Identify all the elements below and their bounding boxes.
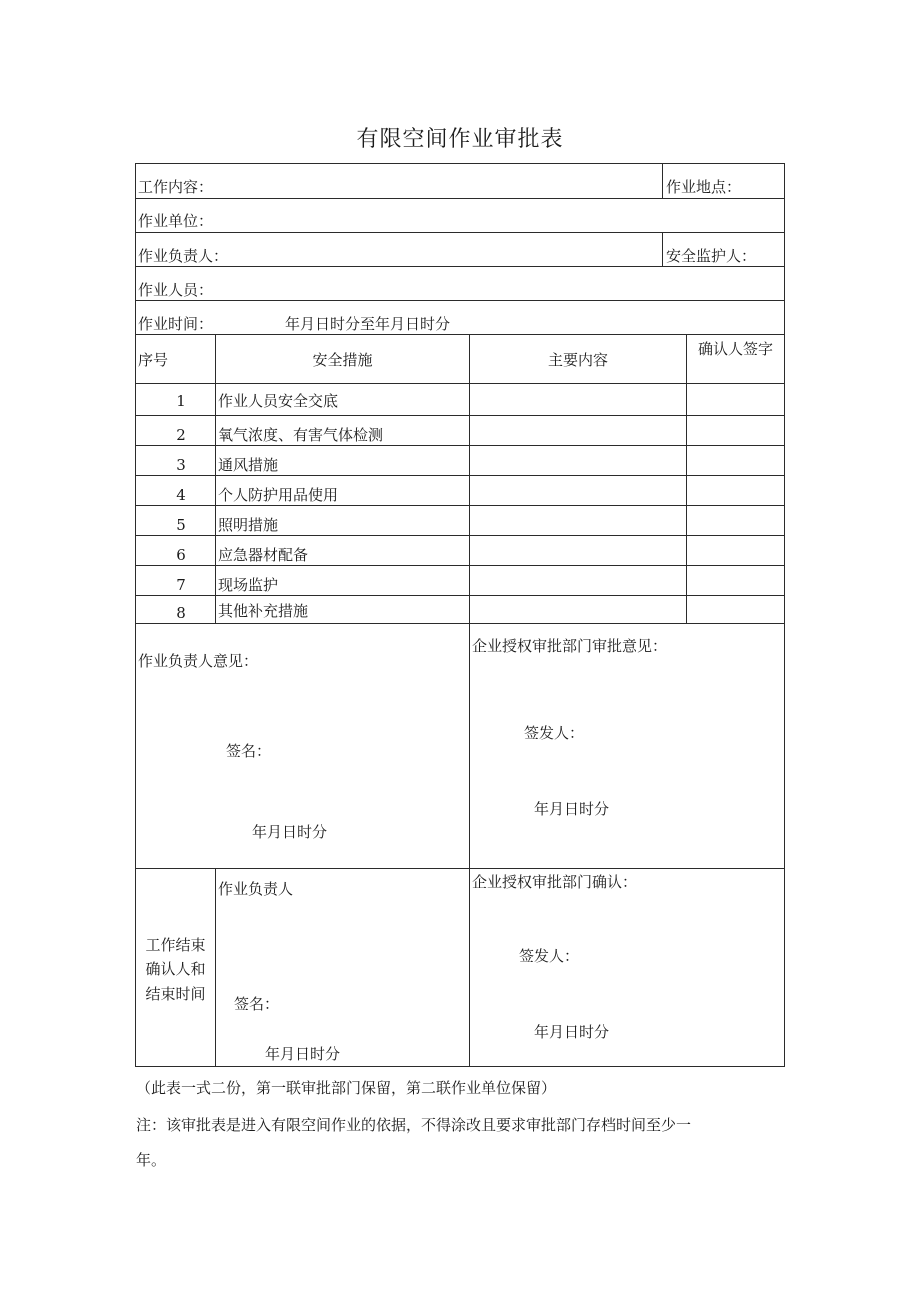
col-header-content: 主要内容 bbox=[547, 351, 608, 369]
row-measure: 照明措施 bbox=[218, 516, 279, 534]
row-signer-cell[interactable] bbox=[686, 475, 785, 506]
work-leader-label: 作业负责人： bbox=[138, 247, 229, 265]
completion-dept-box[interactable] bbox=[469, 868, 785, 1067]
row-content-cell[interactable] bbox=[469, 415, 687, 446]
row-measure: 其他补充措施 bbox=[218, 602, 309, 620]
work-unit-label: 作业单位： bbox=[138, 212, 214, 230]
completion-leader-datetime: 年月日时分 bbox=[265, 1045, 341, 1063]
row-content-cell[interactable] bbox=[469, 505, 687, 536]
work-unit-field[interactable] bbox=[135, 198, 785, 233]
row-no: 3 bbox=[176, 456, 186, 474]
row-content-cell[interactable] bbox=[469, 475, 687, 506]
workers-field[interactable] bbox=[135, 266, 785, 301]
completion-dept-issuer-label: 签发人： bbox=[519, 947, 580, 965]
completion-dept-datetime: 年月日时分 bbox=[534, 1023, 610, 1041]
completion-leader-sign-label: 签名： bbox=[234, 995, 280, 1013]
row-content-cell[interactable] bbox=[469, 595, 687, 624]
work-content-label: 工作内容： bbox=[138, 178, 214, 196]
dept-datetime: 年月日时分 bbox=[534, 800, 610, 818]
dept-opinion-label: 企业授权审批部门审批意见： bbox=[472, 637, 668, 655]
row-measure: 个人防护用品使用 bbox=[218, 486, 339, 504]
row-signer-cell[interactable] bbox=[686, 595, 785, 624]
page-title: 有限空间作业审批表 bbox=[356, 127, 564, 152]
row-no: 2 bbox=[176, 426, 186, 444]
dept-opinion-box[interactable] bbox=[469, 623, 785, 869]
row-content-cell[interactable] bbox=[469, 383, 687, 416]
row-no: 8 bbox=[176, 604, 186, 622]
row-content-cell[interactable] bbox=[469, 535, 687, 566]
note-line-2: 年。 bbox=[136, 1151, 167, 1169]
col-header-signer: 确认人签字 bbox=[697, 340, 773, 358]
copies-note: （此表一式二份，第一联审批部门保留，第二联作业单位保留） bbox=[136, 1079, 557, 1097]
work-time-value: 年月日时分至年月日时分 bbox=[285, 315, 451, 333]
row-signer-cell[interactable] bbox=[686, 535, 785, 566]
row-signer-cell[interactable] bbox=[686, 565, 785, 596]
leader-opinion-label: 作业负责人意见： bbox=[138, 652, 259, 670]
work-time-label: 作业时间： bbox=[138, 315, 214, 333]
completion-leader-label: 作业负责人 bbox=[218, 880, 294, 898]
work-time-field[interactable] bbox=[135, 300, 785, 335]
row-measure: 现场监护 bbox=[218, 576, 279, 594]
row-no: 5 bbox=[176, 516, 186, 534]
completion-label-line2: 确认人和 bbox=[145, 960, 206, 978]
row-no: 1 bbox=[176, 392, 186, 410]
dept-issuer-label: 签发人： bbox=[524, 724, 585, 742]
note-line-1: 注：该审批表是进入有限空间作业的依据，不得涂改且要求审批部门存档时间至少一 bbox=[136, 1116, 692, 1134]
leader-datetime: 年月日时分 bbox=[252, 823, 328, 841]
row-signer-cell[interactable] bbox=[686, 505, 785, 536]
row-measure: 应急器材配备 bbox=[218, 546, 309, 564]
completion-dept-label: 企业授权审批部门确认： bbox=[472, 873, 638, 891]
row-no: 7 bbox=[176, 576, 186, 594]
row-content-cell[interactable] bbox=[469, 565, 687, 596]
work-content-field[interactable] bbox=[135, 163, 663, 199]
completion-label-line3: 结束时间 bbox=[145, 985, 206, 1003]
row-signer-cell[interactable] bbox=[686, 415, 785, 446]
row-measure: 作业人员安全交底 bbox=[218, 392, 339, 410]
row-signer-cell[interactable] bbox=[686, 383, 785, 416]
safety-supervisor-label: 安全监护人： bbox=[666, 247, 757, 265]
row-content-cell[interactable] bbox=[469, 445, 687, 476]
row-no: 4 bbox=[176, 486, 186, 504]
row-measure: 通风措施 bbox=[218, 456, 279, 474]
workers-label: 作业人员： bbox=[138, 281, 214, 299]
work-location-label: 作业地点： bbox=[666, 178, 742, 196]
col-header-measure: 安全措施 bbox=[312, 351, 373, 369]
completion-label-line1: 工作结束 bbox=[145, 936, 206, 954]
row-signer-cell[interactable] bbox=[686, 445, 785, 476]
row-no: 6 bbox=[176, 546, 186, 564]
leader-sign-label: 签名： bbox=[226, 742, 272, 760]
col-header-no: 序号 bbox=[138, 351, 169, 369]
row-measure: 氧气浓度、有害气体检测 bbox=[218, 426, 384, 444]
